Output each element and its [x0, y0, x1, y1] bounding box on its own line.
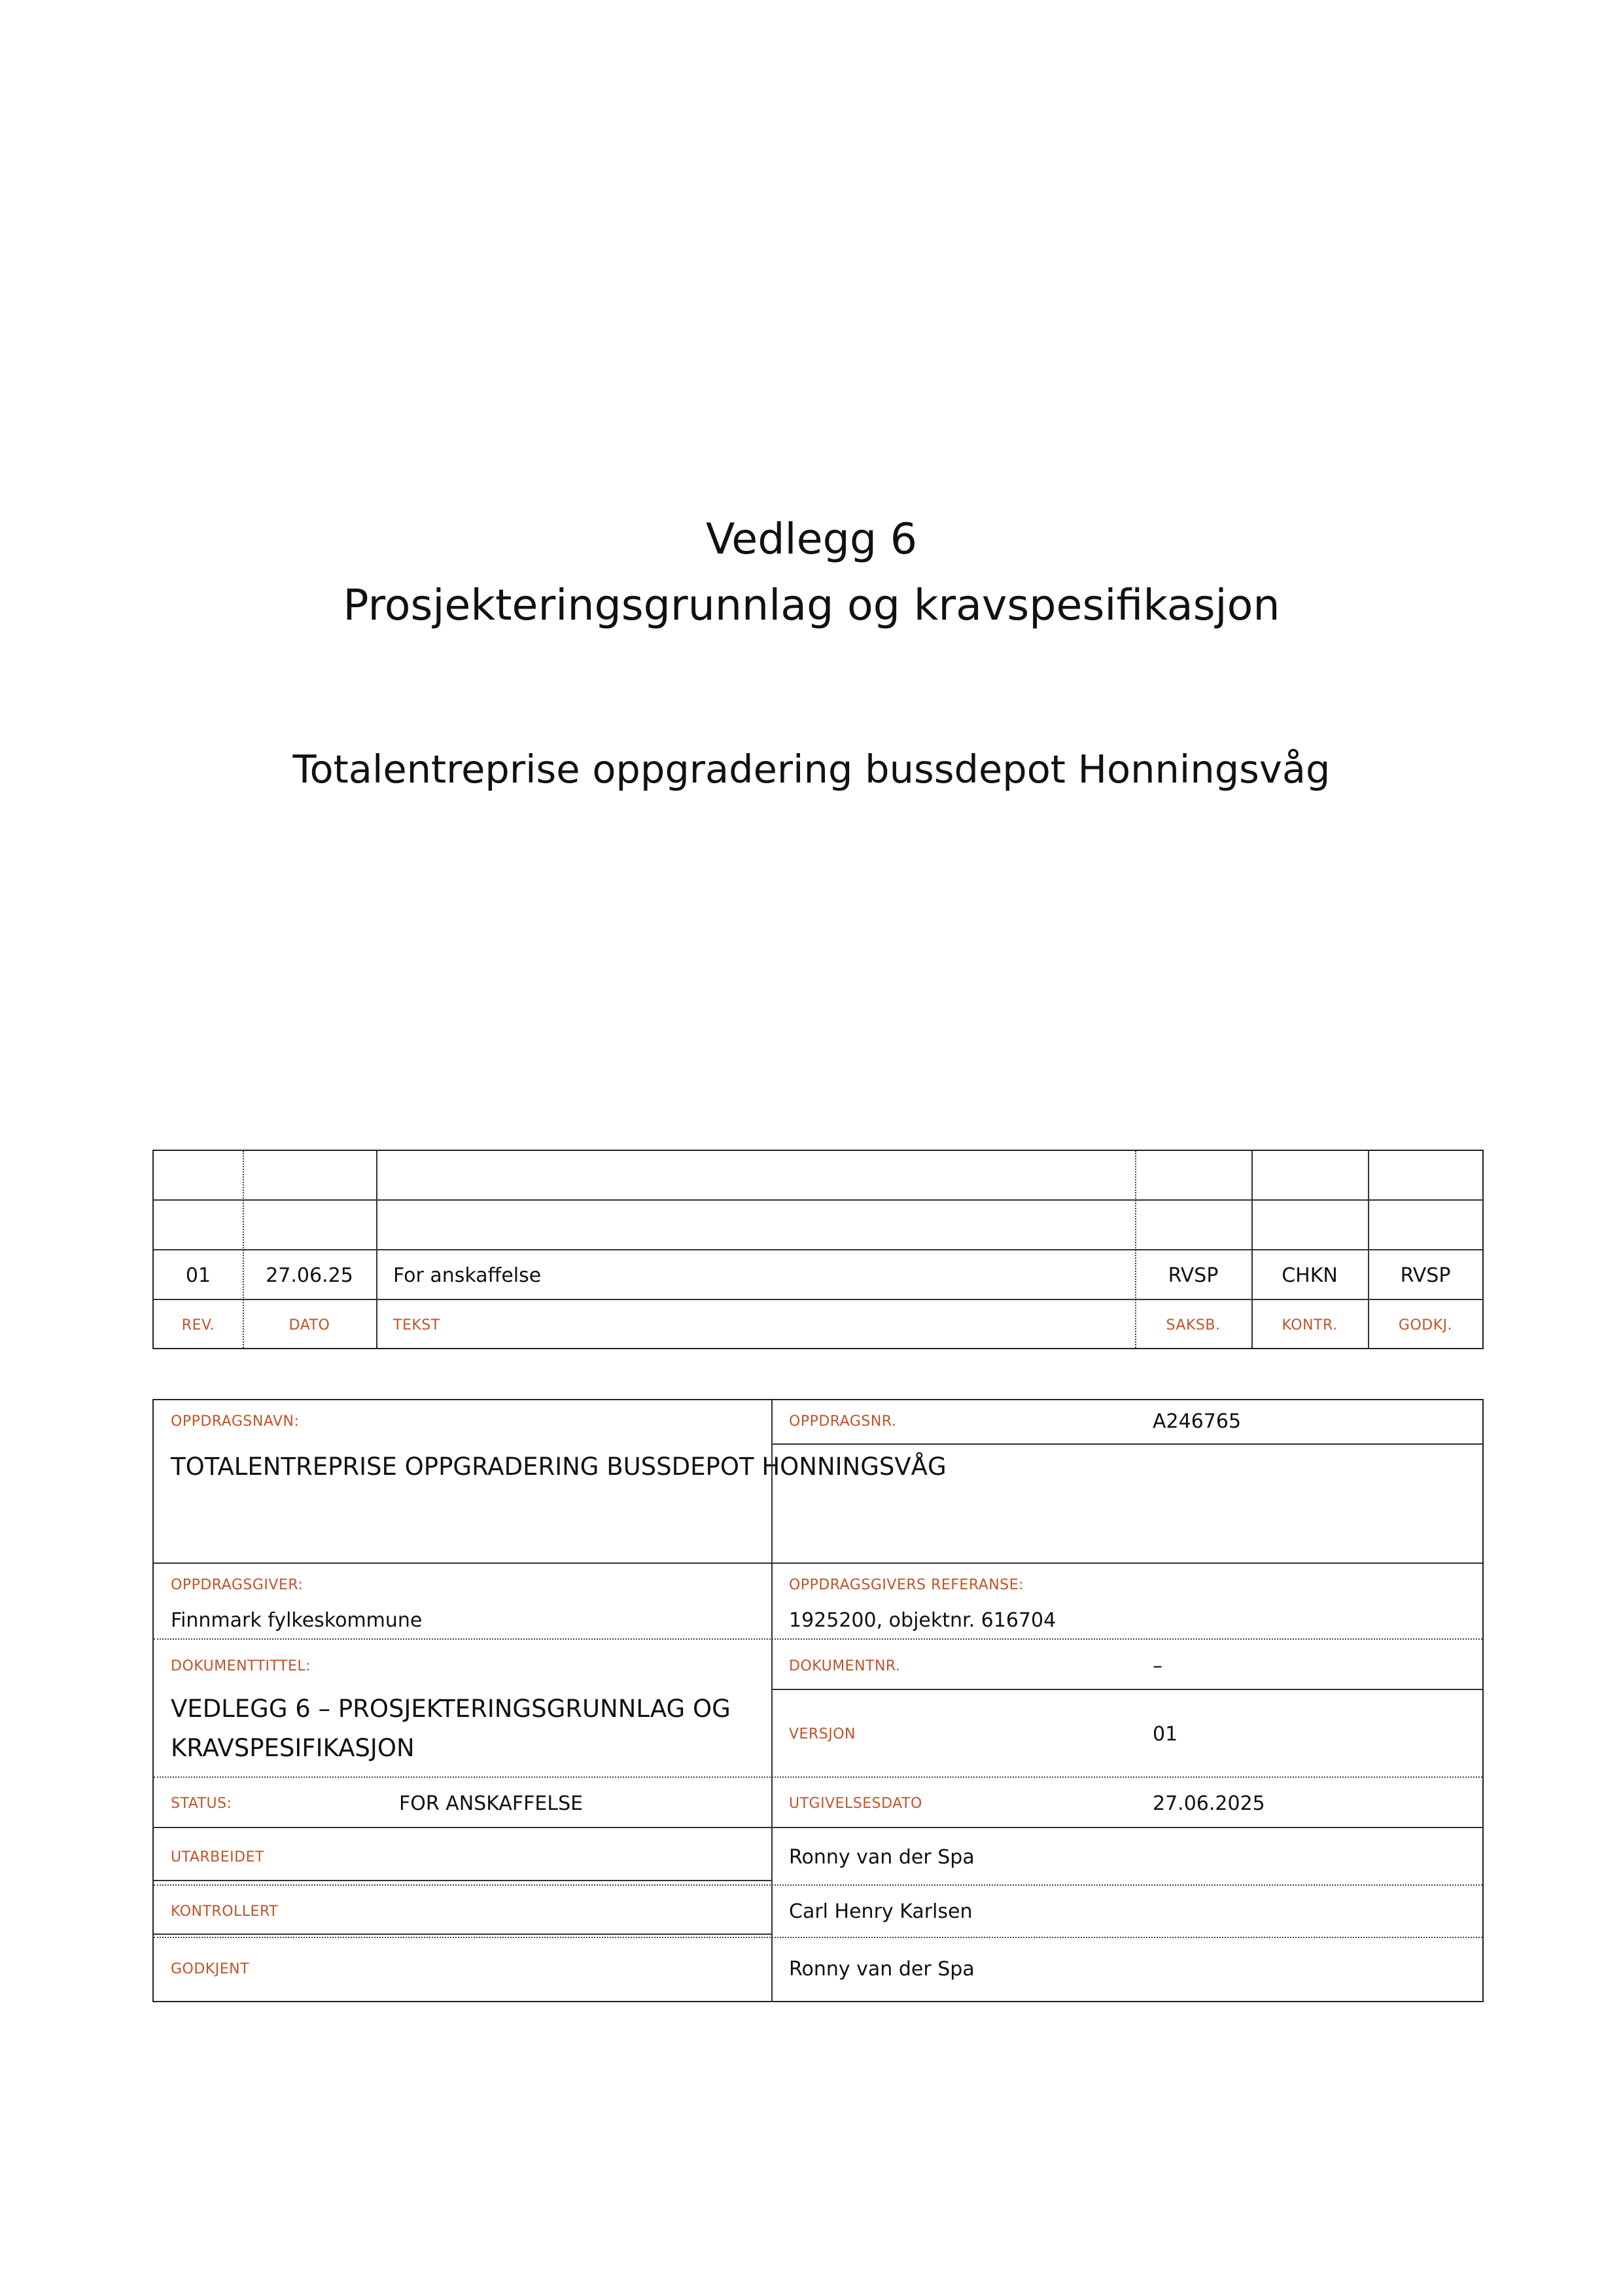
dokumenttittel-label: DOKUMENTTITTEL: — [171, 1658, 311, 1674]
kontr-header: KONTR. — [1282, 1317, 1338, 1333]
oppdragsgiver-value: Finnmark fylkeskommune — [171, 1609, 423, 1632]
dokumentnr-value: – — [1153, 1655, 1162, 1678]
utarbeidet-label: UTARBEIDET — [171, 1849, 264, 1865]
utgivelsesdato-label: UTGIVELSESDATO — [789, 1795, 922, 1812]
document-title: Vedlegg 6 — [705, 515, 918, 564]
dokumenttittel-value-line1: VEDLEGG 6 – PROSJEKTERINGSGRUNNLAG OG — [171, 1695, 731, 1723]
oppdragsnr-label: OPPDRAGSNR. — [789, 1413, 897, 1430]
oppdragsnavn-label: OPPDRAGSNAVN: — [171, 1413, 300, 1430]
rev-text: For anskaffelse — [393, 1264, 542, 1287]
oppdragsgiver-label: OPPDRAGSGIVER: — [171, 1577, 304, 1593]
oppdragsnavn-value: TOTALENTREPRISE OPPGRADERING BUSSDEPOT HONNINGSVÅG — [171, 1453, 947, 1481]
date-header: DATO — [288, 1317, 330, 1333]
rev-godkj: RVSP — [1400, 1264, 1451, 1287]
godkjent-label: GODKJENT — [171, 1961, 250, 1977]
referanse-value: 1925200, objektnr. 616704 — [789, 1609, 1056, 1632]
kontrollert-label: KONTROLLERT — [171, 1903, 279, 1920]
rev-kontr: CHKN — [1282, 1264, 1338, 1287]
document-subtitle: Totalentreprise oppgradering bussdepot Honningsvåg — [292, 747, 1331, 792]
referanse-label: OPPDRAGSGIVERS REFERANSE: — [789, 1577, 1024, 1593]
rev-saksb: RVSP — [1168, 1264, 1219, 1287]
dokumentnr-label: DOKUMENTNR. — [789, 1658, 901, 1674]
revision-table — [152, 1150, 1484, 1349]
kontrollert-value: Carl Henry Karlsen — [789, 1900, 973, 1923]
versjon-value: 01 — [1153, 1723, 1178, 1746]
utgivelsesdato-value: 27.06.2025 — [1153, 1792, 1265, 1815]
godkjent-value: Ronny van der Spa — [789, 1958, 975, 1981]
status-value: FOR ANSKAFFELSE — [399, 1792, 584, 1815]
rev-date: 27.06.25 — [266, 1264, 353, 1287]
saksb-header: SAKSB. — [1166, 1317, 1221, 1333]
rev-header: REV. — [181, 1317, 215, 1333]
status-label: STATUS: — [171, 1795, 232, 1812]
project-info-table — [152, 1399, 1484, 2002]
rev-number: 01 — [185, 1264, 211, 1287]
utarbeidet-value: Ronny van der Spa — [789, 1846, 975, 1869]
text-header: TEKST — [393, 1317, 440, 1333]
oppdragsnr-value: A246765 — [1153, 1410, 1242, 1433]
dokumenttittel-value-line2: KRAVSPESIFIKASJON — [171, 1734, 415, 1762]
versjon-label: VERSJON — [789, 1726, 856, 1742]
godkj-header: GODKJ. — [1398, 1317, 1453, 1333]
document-title-line2: Prosjekteringsgrunnlag og kravspesifikasjon — [343, 581, 1280, 630]
